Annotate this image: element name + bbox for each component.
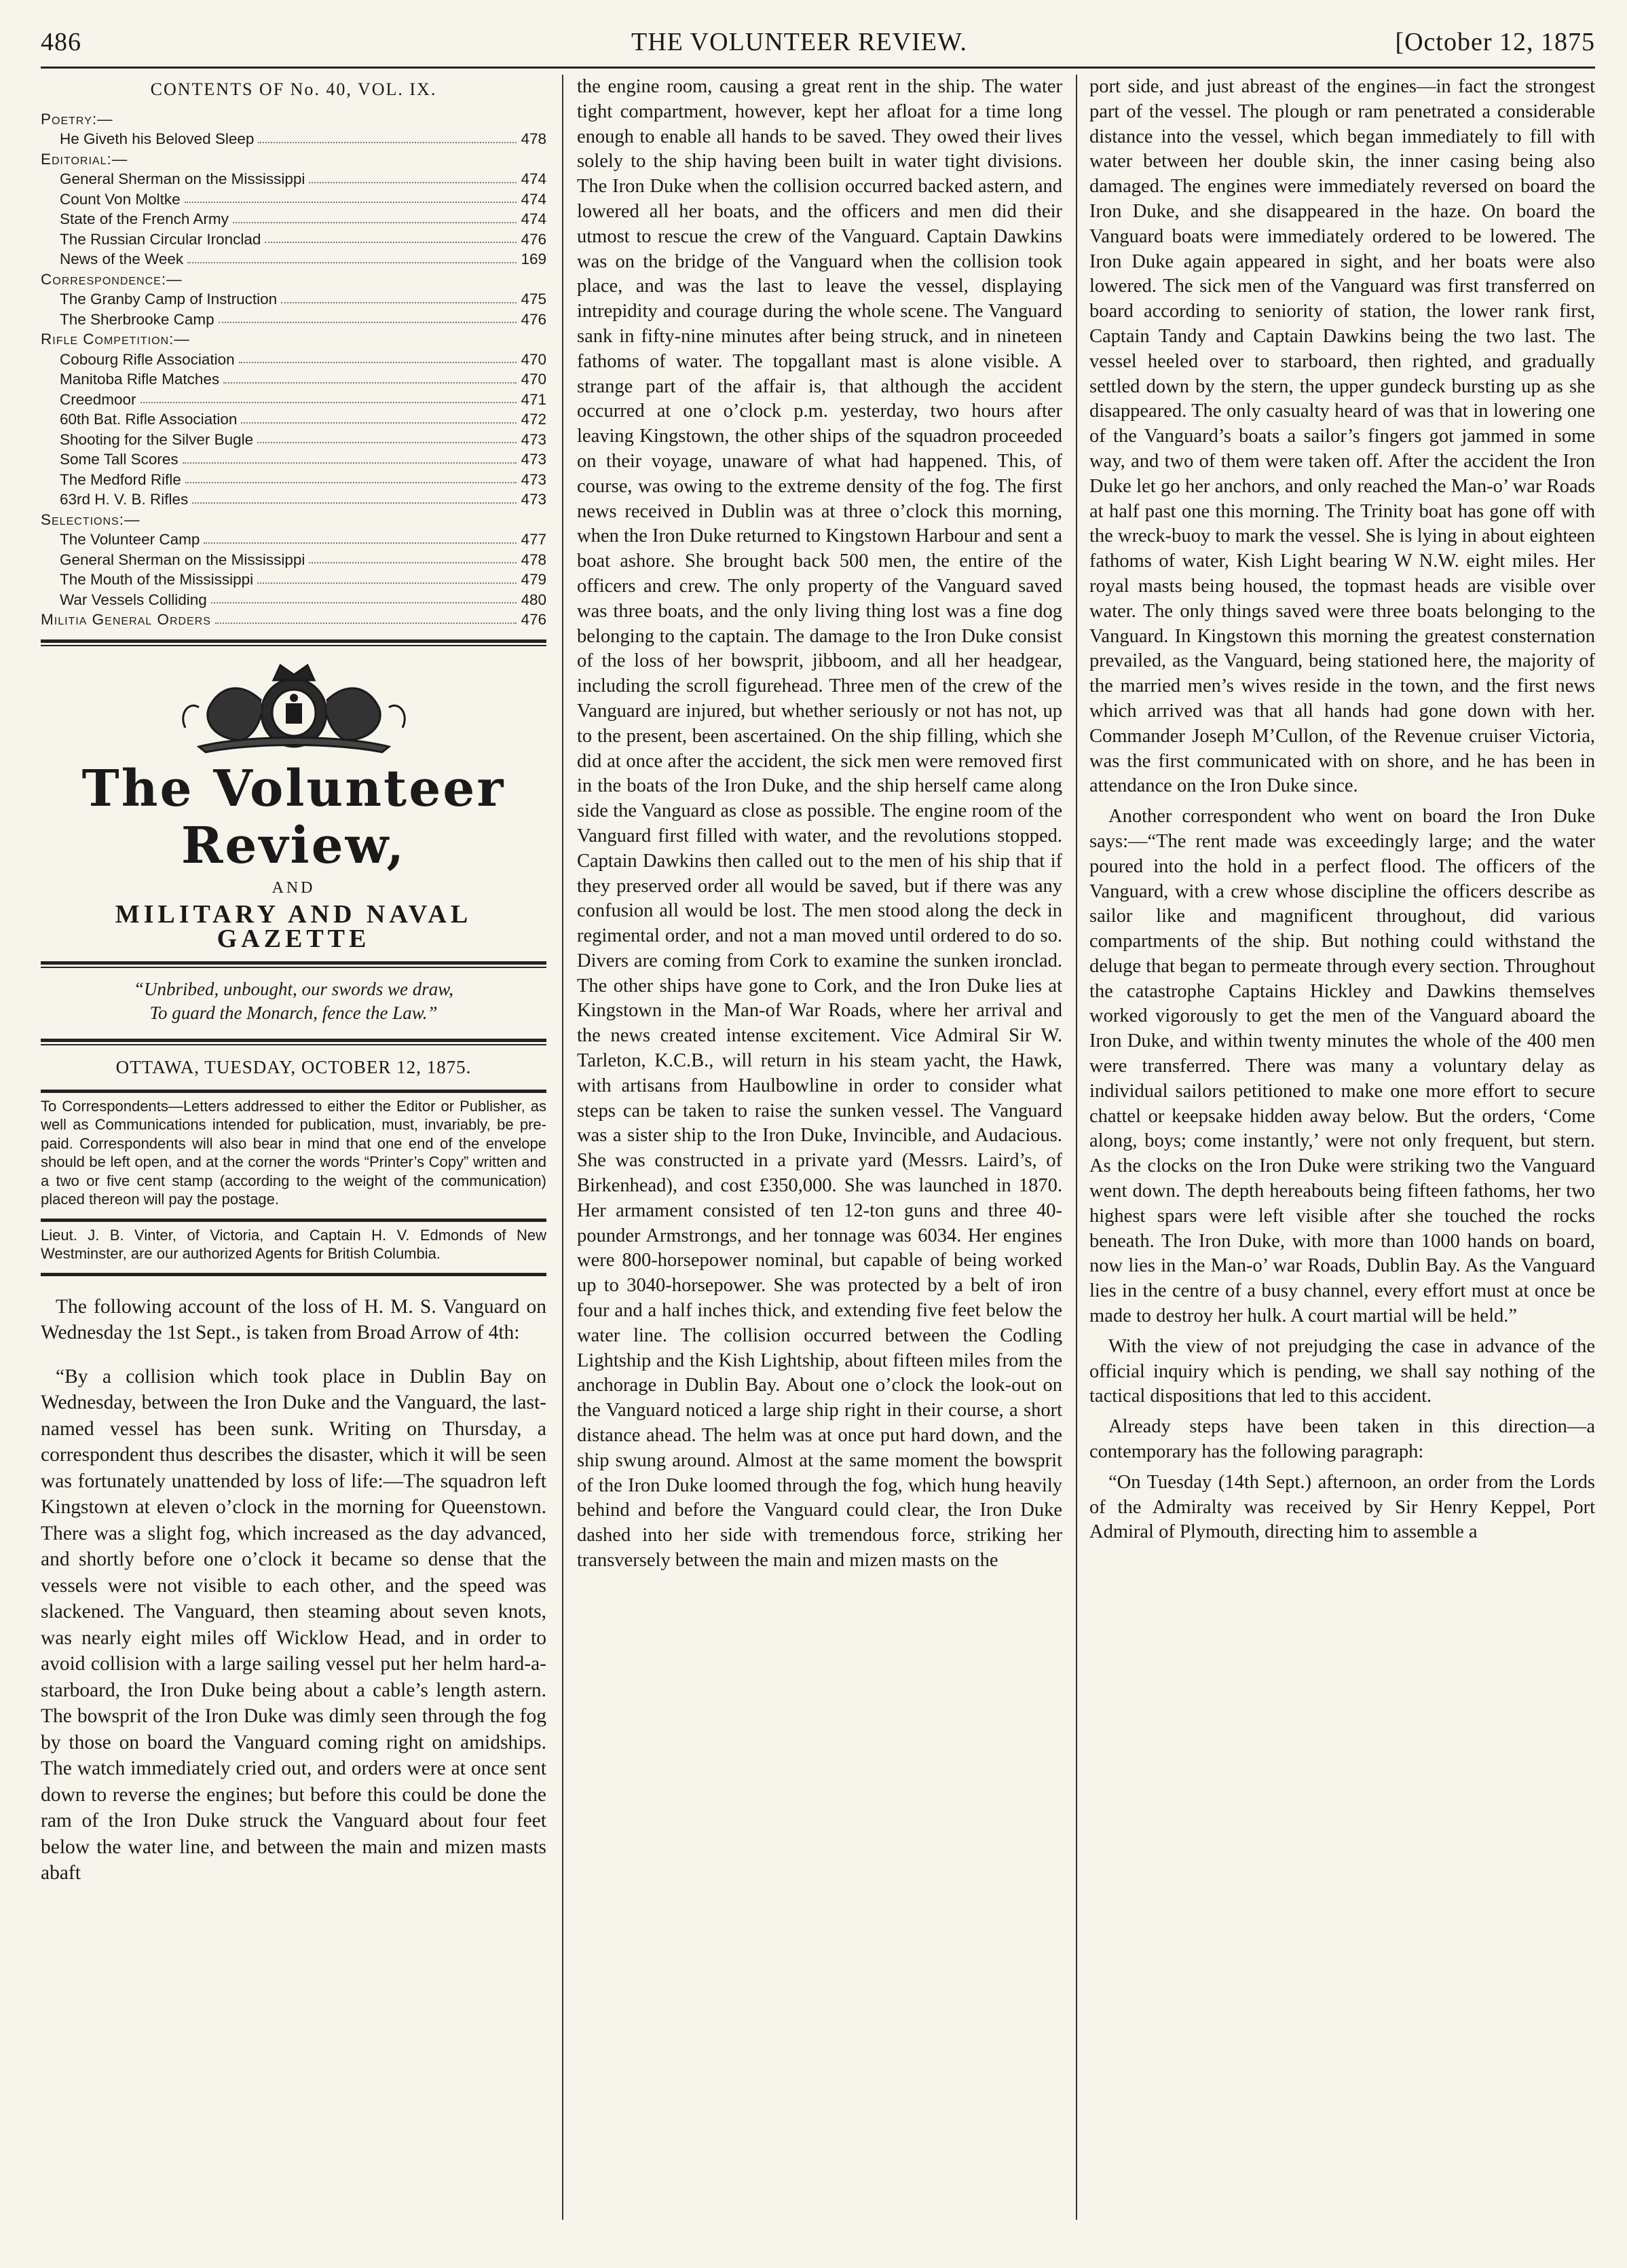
- motto-line-2: To guard the Monarch, fence the Law.”: [149, 1003, 438, 1024]
- contents-entry-label: The Medford Rifle: [60, 470, 181, 488]
- leader-dots: [257, 570, 517, 584]
- contents-entry-label: News of the Week: [60, 250, 184, 268]
- article-paragraph: the engine room, causing a great rent in the ship. The water tight compartment, however, kept her afloat for a time long enough to enable all hands to be saved. They owed their lives solely to the ship having been built in water tight divisions. The Iron Duke when the collision occurred backed astern, and lowered all her boats, and the officers and men did their utmost to rescue the crew of the Vanguard. Captain Dawkins was on the bridge of the Vanguard when the collision took place, and was the last to leave the vessel, displaying intrepidity and courage during the whole scene. The Vanguard sank in fifty-nine minutes after being struck, and in nineteen fathoms of water. The topgallant mast is alone visible. A strange part of the affair is, that although the accident occurred at one o’clock p.m. yesterday, two hours after leaving Kingstown, the other ships of the squadron proceeded on their voyage, unaware of what had happened. This, of course, was owing to the extreme density of the fog. The first news received in Dublin was at three o’clock this morning, when the Iron Duke returned to Kingstown Harbour and sent a boat ashore. She brought back 500 men, the entire of the officers and crew. The only property of the Vanguard saved was three boats, and the only living thing lost was a fine dog belonging to the captain. The damage to the Iron Duke consist of the loss of her bowsprit, jibboom, and all her headgear, including the scroll figurehead. Three men of the crew of the Vanguard are injured, but whether seriously or not has not, up to the present, been ascertained. On the ship filling, which she did at once after the accident, the sick men were removed first in the boats of the Iron Duke, and the ship herself came along side the Vanguard as close as possible. The engine room of the Vanguard first filled with water, and the revolutions stopped. Captain Dawkins then called out to the men of his ship that if they preserved order all would be saved, but if there was any confusion all would be lost. The men stood along the deck in regimental order, and not a man moved until ordered to do so. Divers are coming from Cork to examine the sunken ironclad. The other ships have gone to Cork, and the Iron Duke lies at Kingstown in the Man-of War Roads, where her arrival and the news created intense excitement. Vice Admiral Sir W. Tarleton, K.C.B., will return in his steam yacht, the Hawk, with artisans from Haulbowline in order to consider what steps can be taken to raise the sunken vessel. The Vanguard was a sister ship to the Iron Duke, Invincible, and Audacious. She was constructed in a private yard (Messrs. Laird’s, of Birkenhead), and cost £350,000. She was launched in 1870. Her armament consisted of ten 12-ton guns and three 40-pounder Armstrongs, and her tonnage was 6034. Her engines were 800-horsepower nominal, but capable of being worked up to 3040-horsepower. She was protected by a belt of iron four and a half inches thick, and extending five feet below the water line. The collision occurred between the Codling Lightship and the Kish Lightship, about fifteen miles from the anchorage in Dublin Bay. About one o’clock the look-out on the Vanguard noticed a large ship right in their course, a short distance ahead. The helm was at once put hard down, and the ship swung around. Almost at the same moment the bowsprit of the Iron Duke loomed through the fog, which hung heavily behind and before the Vanguard could clear, the Iron Duke dashed into her side with tremendous force, striking her transversely between the main and mizen masts on the: [577, 76, 1062, 1572]
- contents-entry: [41, 129, 546, 149]
- contents-entry-page: 476: [521, 310, 546, 328]
- contents-entry-page: 478: [521, 130, 546, 148]
- contents-title: CONTENTS OF No. 40, VOL. IX.: [150, 79, 437, 99]
- article-paragraph: port side, and just abreast of the engines—in fact the strongest part of the vessel. The plough or ram penetrated a considerable distance into the vessel, which began immediately to fill with water between her double skin, the inner casing being also damaged. The engines were immediately reversed on board the Iron Duke, and she disappeared in the haze. On board the Vanguard boats were immediately ordered to be lowered. The Iron Duke again appeared in sight, and her boats were also lowered. The sick men of the Vanguard was first transferred on board according to seniority of station, the lower rank first, Captain Tandy and Captain Dawkins being the two last. The vessel heeled over to starboard, then righted, and gradually settled down by the stern, the upper gundeck bursting up as she disappeared. The only casualty heard of was that in lowering one of the Vanguard’s boats a sailor’s fingers got jammed in some way, and two of them were taken off. After the accident the Iron Duke let go her anchors, and only reached the Man-o’ war Roads at half past one this morning. The Trinity boat has gone off with the wreck-buoy to mark the vessel. She is lying in about eighteen fathoms of water, Kish Light bearing W N.W. eight miles. Her royal masts being housed, the topmast heads are visible over water. The only things saved were three boats belonging to the Vanguard. In Kingstown this morning the greatest consternation prevailed, as the Vanguard, being stationed here, the majority of the married men’s wives reside in the town, and the first news which arrived was that all hands had gone down with her. Commander Joseph M’Cullon, of the Revenue cruiser Victoria, was the first communicated with on shore, and he has been in attendance on the Iron Duke since.: [1089, 76, 1595, 797]
- contents-entry-label: The Russian Circular Ironclad: [60, 230, 261, 248]
- contents-entry-label: Creedmoor: [60, 390, 136, 408]
- leader-dots: [141, 390, 517, 404]
- contents-entry-label: The Volunteer Camp: [60, 531, 200, 549]
- contents-entry: [41, 390, 546, 410]
- contents-entry-page: 472: [521, 411, 546, 428]
- contents-entry: [41, 249, 546, 269]
- leader-dots: [215, 610, 517, 624]
- column-1: [41, 75, 546, 2233]
- contents-entry-label: General Sherman on the Mississippi: [60, 551, 305, 568]
- divider: [41, 967, 546, 968]
- contents-entry-label: The Granby Camp of Instruction: [60, 291, 278, 308]
- contents-entry-label: The Sherbrooke Camp: [60, 310, 214, 328]
- contents-entry-page: 475: [521, 291, 546, 308]
- leader-dots: [211, 590, 517, 604]
- leader-dots: [185, 470, 517, 484]
- contents-section-heading: Poetry:—: [41, 110, 113, 128]
- leader-dots: [281, 289, 517, 303]
- contents-entry: [41, 169, 546, 189]
- contents-entry-page: 470: [521, 350, 546, 368]
- leader-dots: [233, 209, 517, 223]
- royal-crest-icon: [172, 660, 416, 755]
- column-3: [1089, 75, 1595, 2233]
- contents-entry: [41, 590, 546, 610]
- contents-entry-page: 479: [521, 571, 546, 589]
- contents-entry: [41, 209, 546, 229]
- leader-dots: [204, 529, 517, 544]
- contents-entry-page: 473: [521, 470, 546, 488]
- leader-dots: [219, 310, 517, 324]
- header-rule: [41, 67, 1595, 69]
- contents-entry-label: The Mouth of the Mississippi: [60, 571, 254, 589]
- dateline: OTTAWA, TUESDAY, OCTOBER 12, 1875.: [115, 1057, 472, 1078]
- masthead-and: AND: [272, 878, 316, 897]
- contents-entry-page: 473: [521, 491, 546, 508]
- contents-entry: [41, 610, 546, 630]
- running-date: [October 12, 1875: [1395, 28, 1595, 56]
- article-paragraph: Another correspondent who went on board the Iron Duke says:—“The rent made was exceedingly large; and the water poured into the hold in a perfect flood. The officers of the Vanguard, with a crew whose discipline the officers describe as sailor like and magnificent throughout, did various compartments of the ship. But nothing could withstand the deluge that began to permeate through every section. Throughout the catastrophe Captains Hickley and Dawkins themselves worked vigorously to get the men of the Vanguard aboard the Iron Duke, and within twenty minutes the whole of the 400 men were transferred. There was many a voluntary delay as individual sailors petitioned to make one more effort to secure chattel or keepsake hidden away below. But the orders, ‘Come along, boys; come instantly,’ were not only frequent, but stern. As the clocks on the Iron Duke were striking two the Vanguard went down. The depth hereabouts being fifteen fathoms, her two highest spars were left visible after she touched the rocks beneath. The Iron Duke, with more than 1000 hands on board, now lies in the Man-o’ war Roads, Dublin Bay. As the Vanguard lies in the centre of a busy channel, every effort must at once be made to destroy her hulk. A court martial will be held.”: [1089, 806, 1595, 1327]
- contents-entry: [41, 229, 546, 250]
- column-rule: [562, 75, 563, 2220]
- contents-entry-page: 478: [521, 551, 546, 568]
- contents-entry: [41, 189, 546, 210]
- article-paragraph: The following account of the loss of H. M. S. Vanguard on Wednesday the 1st Sept., is taken from Broad Arrow of 4th:: [41, 1295, 546, 1344]
- contents-entry-page: 473: [521, 451, 546, 468]
- leader-dots: [265, 229, 517, 244]
- divider: [41, 961, 546, 965]
- contents-entry-label: Some Tall Scores: [60, 451, 179, 468]
- contents-entry-page: 470: [521, 371, 546, 388]
- contents-section-heading: Selections:—: [41, 510, 141, 528]
- contents-entry-page: 477: [521, 531, 546, 549]
- contents-entry-page: 169: [521, 250, 546, 268]
- contents-entry: [41, 449, 546, 470]
- contents-section-heading: Rifle Competition:—: [41, 331, 190, 348]
- contents-entry: [41, 489, 546, 510]
- contents-entry-label: Manitoba Rifle Matches: [60, 371, 220, 388]
- newspaper-page: [41, 27, 1595, 2240]
- contents-entry-label: Shooting for the Silver Bugle: [60, 430, 254, 448]
- contents-entry-label: Militia General Orders: [41, 611, 211, 629]
- notice-agents: Lieut. J. B. Vinter, of Victoria, and Captain H. V. Edmonds of New Westminster, are our authorized Agents for British Columbia.: [41, 1226, 546, 1263]
- contents-entry-label: Count Von Moltke: [60, 190, 181, 208]
- divider: [41, 1219, 546, 1222]
- running-head: [41, 27, 1595, 61]
- contents-entry-page: 476: [521, 611, 546, 629]
- column-2: [577, 75, 1062, 2233]
- motto: [41, 978, 546, 1025]
- contents-entry: [41, 369, 546, 390]
- leader-dots: [241, 409, 517, 424]
- masthead-title: The Volunteer Review,: [81, 759, 506, 875]
- contents-entry: [41, 430, 546, 450]
- motto-line-1: “Unbribed, unbought, our swords we draw,: [133, 979, 454, 1000]
- divider: [41, 1039, 546, 1042]
- contents-entry-page: 474: [521, 170, 546, 188]
- article-paragraph: Already steps have been taken in this direction—a contemporary has the following paragraph:: [1089, 1416, 1595, 1463]
- leader-dots: [187, 249, 517, 263]
- contents-entry-label: 60th Bat. Rifle Association: [60, 411, 238, 428]
- divider: [41, 1044, 546, 1045]
- table-of-contents: [41, 109, 546, 630]
- article-paragraph: With the view of not prejudging the case in advance of the official inquiry which is pending, we shall say nothing of the tactical dispositions that led to this accident.: [1089, 1335, 1595, 1407]
- contents-entry-page: 476: [521, 230, 546, 248]
- contents-entry: [41, 289, 546, 310]
- contents-entry-page: 471: [521, 390, 546, 408]
- leader-dots: [223, 369, 517, 384]
- masthead-subtitle: MILITARY AND NAVAL GAZETTE: [115, 899, 472, 954]
- contents-entry: [41, 470, 546, 490]
- leader-dots: [257, 430, 517, 444]
- contents-entry-label: State of the French Army: [60, 210, 229, 228]
- contents-entry-label: General Sherman on the Mississippi: [60, 170, 305, 188]
- leader-dots: [309, 169, 517, 183]
- page-number: 486: [41, 28, 81, 56]
- divider: [41, 645, 546, 646]
- divider: [41, 1090, 546, 1093]
- contents-entry-page: 474: [521, 190, 546, 208]
- contents-entry: [41, 409, 546, 430]
- contents-entry: [41, 310, 546, 330]
- contents-entry-page: 474: [521, 210, 546, 228]
- contents-entry-label: 63rd H. V. B. Rifles: [60, 491, 189, 508]
- leader-dots: [183, 449, 517, 464]
- contents-entry: [41, 529, 546, 550]
- leader-dots: [258, 129, 517, 143]
- contents-entry: [41, 570, 546, 590]
- contents-section-heading: Correspondence:—: [41, 270, 183, 288]
- contents-entry: [41, 350, 546, 370]
- article-paragraph: “By a collision which took place in Dublin Bay on Wednesday, between the Iron Duke and the Vanguard, the last-named vessel has been sunk. Writing on Thursday, a correspondent thus describes the disaster, which it will be seen was fortunately unattended by loss of life:—The squadron left Kingstown at eleven o’clock in the morning for Queenstown. There was a slight fog, which increased as the day advanced, and shortly before one o’clock it became so dense that the vessels were not visible to each other, and the speed was slackened. The Vanguard, then steaming about seven knots, was nearly eight miles off Wicklow Head, and in order to avoid collision with a large sailing vessel put her helm hard-a-starboard, the Iron Duke being about a cable’s length astern. The bowsprit of the Iron Duke was dimly seen through the fog by those on board the Vanguard coming right on amidships. The watch immediately cried out, and orders were at once sent down to reverse the engines; but before this could be done the ram of the Iron Duke struck the Vanguard about four feet below the water line, and between the main and mizen masts abaft: [41, 1365, 546, 1884]
- contents-entry-label: Cobourg Rifle Association: [60, 350, 235, 368]
- leader-dots: [239, 350, 517, 364]
- contents-entry-label: War Vessels Colliding: [60, 591, 207, 608]
- contents-entry-page: 480: [521, 591, 546, 608]
- leader-dots: [309, 550, 517, 564]
- contents-section-heading: Editorial:—: [41, 150, 128, 168]
- contents-entry-page: 473: [521, 430, 546, 448]
- article-paragraph: “On Tuesday (14th Sept.) afternoon, an order from the Lords of the Admiralty was received by Sir Henry Keppel, Port Admiral of Plymouth, directing him to assemble a: [1089, 1471, 1595, 1543]
- notice-correspondents: To Correspondents—Letters addressed to either the Editor or Publisher, as well as Communications intended for publication, must, invariably, be pre-paid. Correspondents will also bear in mind that one end of the envelope should be left open, and at the corner the words “Printer’s Copy” written and a two or five cent stamp (according to the weight of the communication) placed thereon will pay the postage.: [41, 1097, 546, 1208]
- contents-entry: [41, 550, 546, 570]
- leader-dots: [185, 189, 517, 204]
- contents-entry-label: He Giveth his Beloved Sleep: [60, 130, 255, 148]
- column-rule: [1076, 75, 1077, 2220]
- running-title: THE VOLUNTEER REVIEW.: [631, 28, 967, 56]
- divider: [41, 639, 546, 643]
- divider: [41, 1273, 546, 1276]
- leader-dots: [192, 489, 517, 504]
